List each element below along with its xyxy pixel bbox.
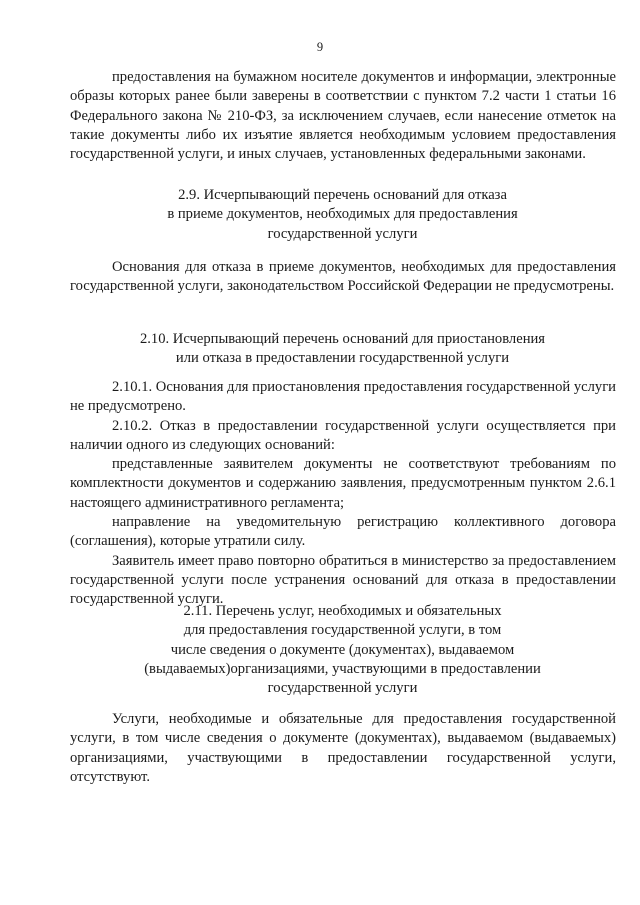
heading-line: 2.9. Исчерпывающий перечень оснований для отказа	[178, 187, 507, 203]
heading-line: или отказа в предоставлении государственной услуги	[175, 350, 510, 367]
section-2-10-body	[70, 378, 616, 610]
intro-paragraph-block	[70, 68, 616, 164]
refusal-reason-1: представленные заявителем документы не соответствуют требованиям по комплектности документов и содержанию заявления, предусмотренным пунктом 2.6.1 настоящего административного регламента;	[70, 456, 616, 511]
heading-line: (выдаваемых)организациями, участвующими в предоставлении	[144, 660, 541, 677]
section-2-9-body	[70, 258, 616, 297]
heading-line: для предоставления государственной услуги, в том	[183, 622, 502, 639]
heading-line: в приеме документов, необходимых для предоставления	[167, 206, 518, 223]
section-2-11-heading	[0, 602, 640, 698]
heading-line: 2.10. Исчерпывающий перечень оснований для приостановления	[139, 331, 546, 347]
paragraph-2-10-2: 2.10.2. Отказ в предоставлении государственной услуги осуществляется при наличии одного из следующих оснований:	[70, 417, 616, 453]
page-number: 9	[316, 40, 324, 54]
paragraph-2-10-1: 2.10.1. Основания для приостановления предоставления государственной услуги не предусмотрено.	[70, 379, 616, 415]
section-2-9-paragraph: Основания для отказа в приеме документов, необходимых для предоставления государственной услуги, законодательством Российской Федерации не предусмотрены.	[70, 259, 616, 295]
heading-line: государственной услуги	[267, 680, 418, 697]
refusal-reason-2: направление на уведомительную регистрацию коллективного договора (соглашения), которые утратили силу.	[70, 514, 616, 550]
heading-line: 2.11. Перечень услуг, необходимых и обязательных	[183, 603, 502, 619]
reapply-paragraph: Заявитель имеет право повторно обратиться в министерство за предоставлением государственной услуги после устранения оснований для отказа в предоставлении государственной услуги.	[70, 552, 616, 608]
section-2-10-heading	[0, 330, 640, 369]
heading-line: государственной услуги	[267, 225, 418, 242]
intro-paragraph: предоставления на бумажном носителе документов и информации, электронные образы которых ранее были заверены в соответствии с пунктом 7.2 части 1 статьи 16 Федерального закона № 210-ФЗ, за исключением случаев, если нанесение отметок на такие документы либо их изъятие является необходимым условием предоставления государственной услуги, и иных случаев, установленных федеральными законами.	[70, 69, 616, 163]
section-2-11-paragraph: Услуги, необходимые и обязательные для предоставления государственной услуги, в том числе сведения о документе (документах), выдаваемом (выдаваемых) организациями, участвующими в предоставлении государственной услуги, отсутствуют.	[70, 711, 616, 785]
section-2-9-heading	[0, 186, 640, 244]
section-2-11-body	[70, 710, 616, 787]
heading-line: числе сведения о документе (документах), выдаваемом	[170, 641, 515, 658]
